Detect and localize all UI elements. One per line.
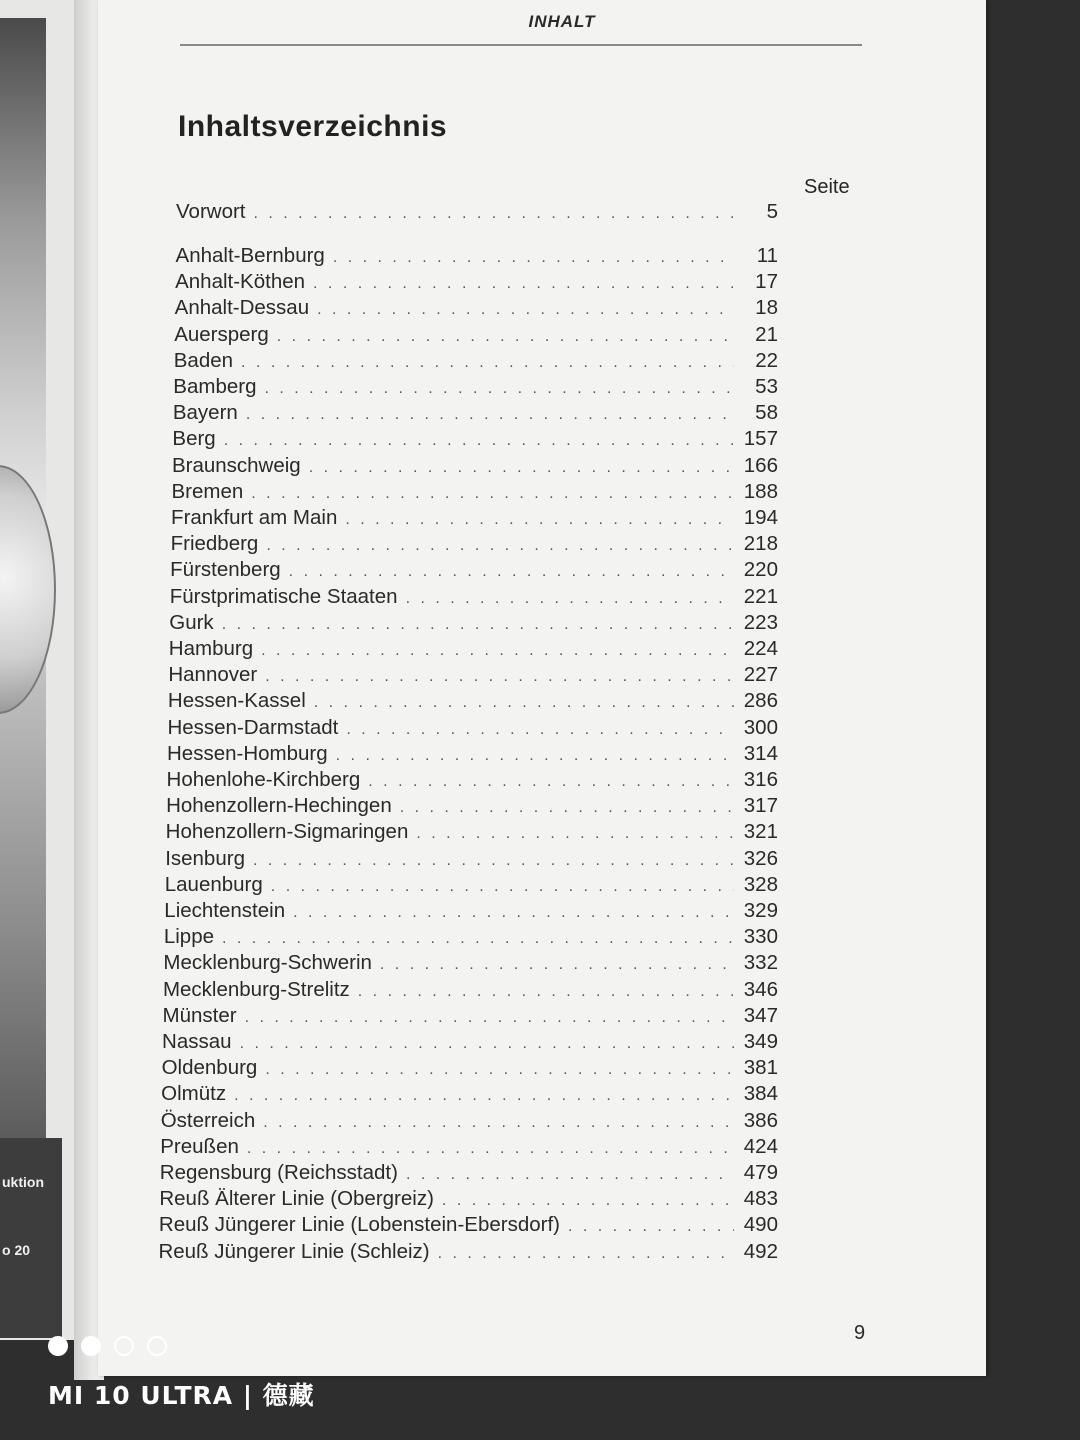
toc-entry: [174, 349, 778, 373]
dot-leader: [442, 1192, 734, 1210]
toc-entry-page: 329: [743, 899, 778, 922]
toc-entry-page: 224: [743, 637, 778, 660]
toc-entry: [168, 689, 778, 713]
toc-entry: [163, 978, 778, 1002]
toc-entry: [173, 375, 778, 399]
dot-leader: [336, 747, 734, 765]
toc-entry: [167, 768, 778, 792]
dot-leader: [265, 668, 734, 686]
page-column-label: Seite: [804, 176, 850, 198]
dot-leader: [264, 380, 734, 398]
dot-leader: [317, 301, 734, 319]
toc-entry-title: Friedberg: [170, 532, 259, 556]
dot-leader: [253, 852, 734, 870]
toc-entry-title: Nassau: [162, 1030, 232, 1053]
toc-entry-title: Bayern: [172, 401, 238, 425]
dot-leader: [380, 956, 734, 974]
toc-entry-page: 386: [743, 1108, 778, 1132]
toc-entry-title: Österreich: [160, 1108, 256, 1132]
toc-entry-page: 330: [743, 925, 778, 949]
toc-entry: [169, 611, 778, 635]
dot-leader: [293, 904, 734, 922]
toc-entry: [170, 585, 778, 609]
dot-leader: [245, 1009, 734, 1027]
left-facing-page: [0, 0, 80, 1340]
dot-leader: [346, 721, 734, 739]
toc-entry-title: Isenburg: [165, 846, 245, 870]
header-rule: [180, 44, 862, 46]
left-page-text: uktion: [2, 1174, 44, 1190]
dot-leader: [246, 406, 734, 424]
toc-entry-page: 188: [743, 479, 778, 503]
toc-entry: [161, 1109, 778, 1133]
toc-entry: [169, 637, 778, 661]
toc-entry: [160, 1161, 778, 1185]
dot-leader: [277, 328, 734, 346]
toc-entry-page: 492: [743, 1239, 778, 1263]
toc-entry-title: Bremen: [171, 479, 244, 503]
toc-entry-page: 347: [743, 1003, 778, 1027]
dot-leader: [358, 983, 734, 1001]
toc-entry-page: 316: [743, 768, 778, 791]
toc-entry-page: 22: [755, 348, 778, 372]
toc-entry-title: Lauenburg: [164, 872, 263, 896]
toc-entry-title: Anhalt-Köthen: [175, 270, 306, 294]
dot-leader: [224, 432, 734, 450]
toc-entry: [170, 558, 778, 582]
toc-entry: [167, 742, 778, 766]
toc-entry-page: 11: [756, 244, 778, 267]
toc-entry-page: 286: [743, 689, 778, 713]
toc-entry-title: Fürstenberg: [170, 558, 281, 582]
dot-leader: [263, 1114, 734, 1132]
dot-leader: [241, 354, 734, 372]
dot-leader: [240, 1035, 734, 1053]
toc-entry-page: 17: [755, 270, 778, 294]
left-page-dark-band: [0, 1138, 62, 1338]
toc-entry: [175, 270, 778, 294]
toc-entry-page: 221: [743, 584, 778, 608]
running-head: INHALT: [528, 12, 596, 31]
dot-leader: [222, 616, 734, 634]
toc-entry: [171, 506, 778, 530]
dot-leader: [247, 1140, 734, 1158]
toc-entry-title: Preußen: [160, 1134, 239, 1158]
toc-entry-title: Hessen-Homburg: [167, 741, 328, 765]
toc-entry: [159, 1187, 778, 1211]
toc-page: [98, 0, 986, 1376]
toc-entry: [176, 200, 778, 224]
dot-leader: [568, 1218, 734, 1236]
toc-entry-title: Münster: [162, 1003, 237, 1027]
toc-entry: [158, 1240, 778, 1264]
dot-leader: [289, 563, 734, 581]
toc-entry: [171, 532, 778, 556]
toc-entry-page: 314: [743, 741, 778, 765]
toc-entry-title: Oldenburg: [161, 1056, 258, 1080]
toc-entry-title: Hohenzollern-Sigmaringen: [165, 820, 409, 844]
dot-leader: [266, 537, 734, 555]
toc-entry: [162, 1056, 778, 1080]
toc-entry: [172, 480, 779, 504]
page-number: 9: [854, 1322, 866, 1344]
toc-entry-title: Hohenzollern-Hechingen: [166, 794, 392, 818]
toc-entry-title: Bamberg: [173, 375, 257, 398]
dot-leader: [400, 799, 734, 817]
toc-entry-page: 326: [743, 846, 778, 870]
toc-entry: [172, 427, 778, 451]
dot-leader: [314, 694, 734, 712]
toc-entry-title: Baden: [173, 348, 234, 372]
dot-leader: [254, 205, 735, 223]
toc-entry-title: Mecklenburg-Strelitz: [162, 977, 350, 1001]
toc-entry: [175, 296, 778, 320]
toc-entry-title: Fürstprimatische Staaten: [169, 584, 398, 608]
camera-watermark-dots: [48, 1336, 167, 1356]
toc-entry: [163, 1004, 779, 1028]
toc-entry-title: Braunschweig: [171, 453, 301, 477]
toc-entry-page: 5: [766, 200, 778, 223]
toc-entry-title: Reuß Älterer Linie (Obergreiz): [159, 1187, 434, 1211]
toc-entry: [168, 663, 778, 687]
toc-entry-page: 223: [743, 610, 778, 634]
toc-entry: [161, 1082, 778, 1106]
toc-entry-page: 479: [743, 1161, 778, 1184]
watermark-dot-icon: [147, 1336, 167, 1356]
toc-entry-title: Hamburg: [168, 637, 254, 660]
dot-leader: [251, 485, 734, 503]
toc-entry-title: Gurk: [169, 610, 214, 634]
toc-entry-title: Frankfurt am Main: [171, 506, 338, 529]
camera-watermark-text: MI 10 ULTRA | 德藏: [48, 1381, 315, 1410]
toc-entry-title: Reuß Jüngerer Linie (Lobenstein-Ebersdorf): [158, 1213, 560, 1237]
toc-entry: [164, 899, 778, 923]
toc-entry-title: Vorwort: [176, 200, 246, 223]
toc-entry-title: Regensburg (Reichsstadt): [159, 1161, 398, 1184]
toc-entry-page: 332: [743, 951, 778, 975]
dot-leader: [438, 1245, 734, 1263]
toc-entry-page: 424: [743, 1134, 778, 1158]
toc-entry: [166, 820, 778, 844]
watermark-dot-icon: [114, 1336, 134, 1356]
toc-entry-title: Olmütz: [161, 1082, 227, 1106]
page-title: Inhaltsverzeichnis: [178, 110, 448, 143]
toc-entry-title: Anhalt-Dessau: [174, 296, 310, 320]
toc-entry-title: Auersperg: [174, 322, 269, 346]
dot-leader: [222, 930, 734, 948]
toc-entry-page: 381: [743, 1056, 778, 1080]
toc-entry-title: Mecklenburg-Schwerin: [163, 951, 372, 975]
toc-entry: [165, 873, 778, 897]
toc-entry-page: 21: [755, 322, 778, 346]
dot-leader: [416, 825, 734, 843]
toc-entry: [174, 323, 778, 347]
toc-entry-title: Liechtenstein: [164, 899, 286, 922]
toc-entry: [163, 951, 778, 975]
toc-entry-title: Berg: [172, 427, 216, 451]
dot-leader: [265, 1061, 734, 1079]
toc-entry: [176, 244, 778, 268]
dot-leader: [333, 249, 734, 267]
dot-leader: [368, 773, 734, 791]
toc-entry-page: 220: [743, 558, 778, 582]
watermark-dot-icon: [81, 1336, 101, 1356]
toc-entry: [162, 1030, 778, 1054]
dot-leader: [309, 459, 734, 477]
toc-entry-page: 346: [743, 977, 778, 1001]
toc-entry-page: 328: [743, 872, 778, 896]
toc-entry-title: Lippe: [163, 925, 215, 949]
watermark-dot-icon: [48, 1336, 68, 1356]
toc-entry: [173, 401, 778, 425]
dot-leader: [406, 1166, 734, 1184]
toc-entry-page: 349: [743, 1030, 778, 1053]
toc-entry-page: 384: [743, 1082, 778, 1106]
toc-entry-page: 18: [755, 296, 778, 320]
dot-leader: [234, 1087, 734, 1105]
toc-entry-title: Hohenlohe-Kirchberg: [166, 768, 361, 791]
dot-leader: [406, 590, 734, 608]
toc-entry-page: 317: [743, 794, 778, 818]
toc-entry-page: 321: [743, 820, 778, 844]
coin-image: [0, 465, 56, 714]
toc-entry-title: Hessen-Darmstadt: [167, 715, 339, 739]
toc-entry-page: 166: [743, 453, 778, 477]
toc-entry: [160, 1135, 778, 1159]
toc-entry-page: 58: [755, 401, 778, 425]
dot-leader: [271, 878, 734, 896]
dot-leader: [345, 511, 734, 529]
toc-entry-title: Hannover: [168, 663, 258, 687]
toc-entry: [172, 454, 778, 478]
toc-entry-page: 194: [743, 506, 778, 529]
toc-entry-page: 227: [743, 663, 778, 687]
toc-entry: [167, 716, 778, 740]
toc-entry-page: 300: [743, 715, 778, 739]
toc-entry-page: 490: [743, 1213, 778, 1237]
toc-entry-page: 483: [743, 1187, 778, 1211]
toc-entry-title: Reuß Jüngerer Linie (Schleiz): [158, 1239, 430, 1263]
toc-entry-page: 157: [743, 427, 778, 451]
toc-entry-title: Hessen-Kassel: [167, 689, 306, 713]
toc-entry-page: 218: [743, 532, 778, 556]
dot-leader: [313, 275, 734, 293]
toc-entry: [165, 847, 778, 871]
toc-entry: [159, 1213, 778, 1237]
left-page-text: o 20: [2, 1242, 31, 1258]
dot-leader: [261, 642, 734, 660]
toc-entry-page: 53: [755, 375, 778, 398]
toc-entry: [166, 794, 778, 818]
toc-entry-title: Anhalt-Bernburg: [175, 244, 325, 267]
toc-entry: [164, 925, 778, 949]
